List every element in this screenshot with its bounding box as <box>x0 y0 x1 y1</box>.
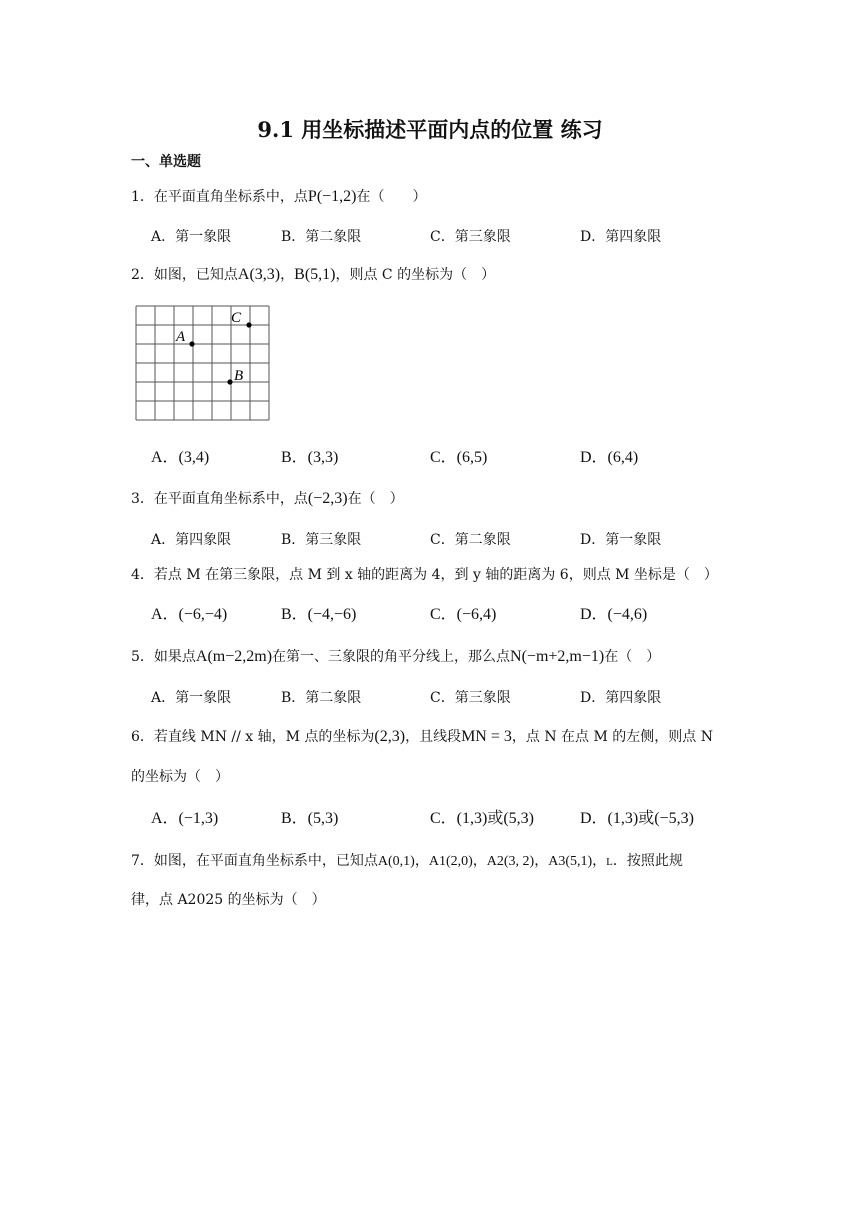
point-p: P(−1,2) <box>307 188 357 205</box>
question-3-option-a[interactable]: A．第四象限 <box>151 532 232 548</box>
question-7-stem-line2: 律，点 A2025 的坐标为（ ） <box>131 892 326 908</box>
point-a-dot <box>189 341 194 346</box>
label-c: C <box>231 310 242 326</box>
question-4-option-d[interactable]: D．(−4,6) <box>580 606 648 623</box>
question-2-option-b[interactable]: B．(3,3) <box>281 449 339 466</box>
question-1-option-b[interactable]: B．第二象限 <box>281 229 362 245</box>
point-c-dot <box>246 322 251 327</box>
question-5-option-a[interactable]: A．第一象限 <box>151 690 232 706</box>
question-4-stem: 4．若点 M 在第三象限，点 M 到 x 轴的距离为 4，到 y 轴的距离为 6，则点 M 坐标是（ ） <box>131 567 718 583</box>
point-b-dot <box>227 379 232 384</box>
question-3-option-b[interactable]: B．第三象限 <box>281 532 362 548</box>
question-4-option-a[interactable]: A．(−6,−4) <box>151 606 228 623</box>
question-5-option-d[interactable]: D．第四象限 <box>580 690 662 706</box>
question-6-option-b[interactable]: B．(5,3) <box>281 810 339 827</box>
question-1-option-d[interactable]: D．第四象限 <box>580 229 662 245</box>
question-2-option-c[interactable]: C．(6,5) <box>430 449 488 466</box>
question-5-option-c[interactable]: C．第三象限 <box>430 690 511 706</box>
question-6-option-a[interactable]: A．(−1,3) <box>151 810 219 827</box>
question-4-option-b[interactable]: B．(−4,−6) <box>281 606 357 623</box>
question-6-option-c[interactable]: C．(1,3)或(5,3) <box>430 810 534 827</box>
grid-figure <box>135 304 271 422</box>
question-2-option-d[interactable]: D．(6,4) <box>580 449 639 466</box>
label-a: A <box>176 329 186 345</box>
page-title: 9.1 用坐标描述平面内点的位置 练习 <box>257 117 603 142</box>
question-5-option-b[interactable]: B．第二象限 <box>281 690 362 706</box>
question-6-stem: 6．若直线 MN // x 轴，M 点的坐标为(2,3)，且线段MN = 3，点 N 在点 M 的左侧，则点 N <box>131 728 713 745</box>
question-3-stem: 3．在平面直角坐标系中，点(−2,3)在（ ） <box>131 490 404 507</box>
question-6-option-d[interactable]: D．(1,3)或(−5,3) <box>580 810 694 827</box>
question-5-stem: 5．如果点A(m−2,2m)在第一、三象限的角平分线上，那么点N(−m+2,m−1)在（ ） <box>131 648 661 665</box>
question-1-stem: 1．在平面直角坐标系中，点P(−1,2)在（ ） <box>131 188 427 205</box>
label-b: B <box>234 368 244 384</box>
question-3-option-d[interactable]: D．第一象限 <box>580 532 662 548</box>
question-2-stem: 2．如图，已知点A(3,3)，B(5,1)，则点 C 的坐标为（ ） <box>131 266 496 283</box>
question-3-option-c[interactable]: C．第二象限 <box>430 532 511 548</box>
question-1-option-a[interactable]: A．第一象限 <box>151 229 232 245</box>
question-2-option-a[interactable]: A．(3,4) <box>151 449 210 466</box>
question-6-stem-line2: 的坐标为（ ） <box>131 769 229 785</box>
question-1-option-c[interactable]: C．第三象限 <box>430 229 511 245</box>
question-4-option-c[interactable]: C．(−6,4) <box>430 606 497 623</box>
question-7-stem: 7．如图，在平面直角坐标系中，已知点A(0,1)，A1(2,0)，A2(3, 2)，A3(5,1)，L．按照此规 <box>131 853 683 869</box>
section-heading: 一、单选题 <box>131 154 201 170</box>
